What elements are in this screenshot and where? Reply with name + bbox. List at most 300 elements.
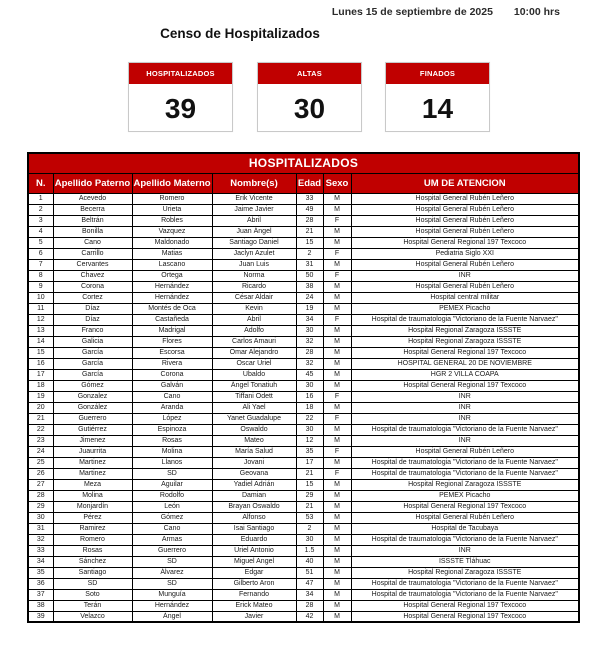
cell-sexo: M <box>323 303 351 314</box>
cell-um-de-atencion: INR <box>351 402 579 413</box>
cell-apellido-paterno: Galicia <box>53 336 132 347</box>
cell-apellido-paterno: García <box>53 369 132 380</box>
cell-um-de-atencion: PEMEX Picacho <box>351 303 579 314</box>
col-header-n: N. <box>28 173 53 193</box>
cell-um-de-atencion: Hospital Regional Zaragoza ISSSTE <box>351 567 579 578</box>
date-text: Lunes 15 de septiembre de 2025 <box>331 6 493 18</box>
cell-edad: 29 <box>296 490 323 501</box>
cell-um-de-atencion: INR <box>351 270 579 281</box>
cell-apellido-materno: Álvarez <box>132 567 212 578</box>
cell-edad: 34 <box>296 589 323 600</box>
cell-apellido-paterno: Jimenez <box>53 435 132 446</box>
cell-sexo: M <box>323 358 351 369</box>
cell-um-de-atencion: PEMEX Picacho <box>351 490 579 501</box>
cell-nombres: Javier <box>212 611 296 622</box>
cell-sexo: M <box>323 545 351 556</box>
table-row <box>28 589 579 600</box>
cell-apellido-paterno: Corona <box>53 281 132 292</box>
table-row <box>28 369 579 380</box>
cell-um-de-atencion: Hospital General Rubén Leñero <box>351 512 579 523</box>
table-row <box>28 303 579 314</box>
cell-edad: 32 <box>296 336 323 347</box>
cell-n: 31 <box>28 523 53 534</box>
cell-um-de-atencion: Hospital Regional Zaragoza ISSSTE <box>351 336 579 347</box>
cell-edad: 38 <box>296 281 323 292</box>
cell-nombres: Gilberto Aron <box>212 578 296 589</box>
cell-apellido-materno: Flores <box>132 336 212 347</box>
cell-nombres: Abril <box>212 314 296 325</box>
table-banner-row <box>28 153 579 173</box>
cell-um-de-atencion: Hospital Regional Zaragoza ISSSTE <box>351 479 579 490</box>
cell-edad: 24 <box>296 292 323 303</box>
cell-um-de-atencion: HGR 2 VILLA COAPA <box>351 369 579 380</box>
cell-nombres: Jaclyn Azulet <box>212 248 296 259</box>
cell-apellido-paterno: Santiago <box>53 567 132 578</box>
cell-edad: 18 <box>296 402 323 413</box>
cell-n: 10 <box>28 292 53 303</box>
table-row <box>28 578 579 589</box>
cell-apellido-paterno: Acevedo <box>53 193 132 204</box>
cell-nombres: Ricardo <box>212 281 296 292</box>
cell-apellido-paterno: Gonzalez <box>53 391 132 402</box>
cell-sexo: M <box>323 567 351 578</box>
table-row <box>28 281 579 292</box>
cell-edad: 22 <box>296 413 323 424</box>
cell-edad: 15 <box>296 237 323 248</box>
cell-nombres: Miguel Angel <box>212 556 296 567</box>
cell-n: 38 <box>28 600 53 611</box>
col-header-nombres: Nombre(s) <box>212 173 296 193</box>
cell-nombres: Juan Ángel <box>212 226 296 237</box>
cell-um-de-atencion: HOSPITAL GENERAL 20 DE NOVIEMBRE <box>351 358 579 369</box>
cell-sexo: M <box>323 479 351 490</box>
cell-n: 39 <box>28 611 53 622</box>
cell-edad: 31 <box>296 259 323 270</box>
cell-sexo: M <box>323 292 351 303</box>
cell-um-de-atencion: Hospital de traumatologia "Victoriano de la Fuente Narvaez" <box>351 424 579 435</box>
cell-edad: 30 <box>296 325 323 336</box>
cell-apellido-materno: SD <box>132 468 212 479</box>
cell-apellido-materno: Guerrero <box>132 545 212 556</box>
cell-edad: 16 <box>296 391 323 402</box>
table-row <box>28 611 579 622</box>
table-row <box>28 490 579 501</box>
cell-edad: 2 <box>296 248 323 259</box>
cell-apellido-paterno: Carrillo <box>53 248 132 259</box>
cell-apellido-materno: Hernández <box>132 600 212 611</box>
cell-apellido-paterno: Molina <box>53 490 132 501</box>
cell-apellido-materno: Munguía <box>132 589 212 600</box>
cell-apellido-paterno: Romero <box>53 534 132 545</box>
cell-sexo: M <box>323 490 351 501</box>
cell-apellido-paterno: Franco <box>53 325 132 336</box>
cell-sexo: F <box>323 314 351 325</box>
cell-nombres: Yanet Guadalupe <box>212 413 296 424</box>
stat-value-hospitalizados: 39 <box>164 92 197 124</box>
stat-value-altas: 30 <box>293 92 326 124</box>
cell-apellido-paterno: Bonilla <box>53 226 132 237</box>
cell-edad: 30 <box>296 534 323 545</box>
table-row <box>28 292 579 303</box>
table-row <box>28 347 579 358</box>
cell-um-de-atencion: Hospital central militar <box>351 292 579 303</box>
cell-n: 37 <box>28 589 53 600</box>
cell-sexo: F <box>323 215 351 226</box>
cell-apellido-paterno: Rosas <box>53 545 132 556</box>
cell-n: 24 <box>28 446 53 457</box>
cell-apellido-paterno: Cano <box>53 237 132 248</box>
cell-apellido-paterno: Martinez <box>53 457 132 468</box>
cell-apellido-materno: Rosas <box>132 435 212 446</box>
cell-edad: 2 <box>296 523 323 534</box>
cell-nombres: Isai Santiago <box>212 523 296 534</box>
page-title: Censo de Hospitalizados <box>160 26 320 41</box>
cell-sexo: M <box>323 578 351 589</box>
cell-nombres: Adolfo <box>212 325 296 336</box>
cell-n: 3 <box>28 215 53 226</box>
cell-sexo: M <box>323 501 351 512</box>
cell-edad: 21 <box>296 501 323 512</box>
cell-apellido-paterno: Guerrero <box>53 413 132 424</box>
cell-n: 25 <box>28 457 53 468</box>
cell-um-de-atencion: Hospital de traumatologia "Victoriano de la Fuente Narvaez" <box>351 578 579 589</box>
cell-edad: 21 <box>296 468 323 479</box>
cell-edad: 50 <box>296 270 323 281</box>
cell-um-de-atencion: Hospital General Regional 197 Texcoco <box>351 380 579 391</box>
table-row <box>28 215 579 226</box>
time-text: 10:00 hrs <box>513 6 560 18</box>
cell-um-de-atencion: Hospital de traumatologia "Victoriano de la Fuente Narvaez" <box>351 457 579 468</box>
census-table <box>27 152 580 623</box>
cell-nombres: Edgar <box>212 567 296 578</box>
cell-apellido-materno: Llanos <box>132 457 212 468</box>
cell-n: 11 <box>28 303 53 314</box>
cell-apellido-materno: Montés de Oca <box>132 303 212 314</box>
cell-um-de-atencion: INR <box>351 413 579 424</box>
cell-edad: 42 <box>296 611 323 622</box>
cell-n: 29 <box>28 501 53 512</box>
table-row <box>28 468 579 479</box>
cell-nombres: Geovana <box>212 468 296 479</box>
cell-apellido-materno: Robles <box>132 215 212 226</box>
cell-sexo: M <box>323 325 351 336</box>
stat-card-finados <box>385 62 490 132</box>
cell-apellido-materno: Armas <box>132 534 212 545</box>
table-row <box>28 314 579 325</box>
cell-um-de-atencion: Hospital General Regional 197 Texcoco <box>351 347 579 358</box>
cell-nombres: Damian <box>212 490 296 501</box>
cell-um-de-atencion: INR <box>351 435 579 446</box>
cell-apellido-materno: León <box>132 501 212 512</box>
stat-card-hospitalizados <box>128 62 233 132</box>
cell-apellido-materno: SD <box>132 556 212 567</box>
table-row <box>28 424 579 435</box>
cell-nombres: Mateo <box>212 435 296 446</box>
col-header-apellido-paterno: Apellido Paterno <box>53 173 132 193</box>
cell-apellido-materno: SD <box>132 578 212 589</box>
cell-um-de-atencion: INR <box>351 391 579 402</box>
cell-sexo: M <box>323 435 351 446</box>
cell-sexo: M <box>323 600 351 611</box>
cell-nombres: Ubaldo <box>212 369 296 380</box>
cell-apellido-materno: Hernández <box>132 292 212 303</box>
cell-nombres: Omar Alejandro <box>212 347 296 358</box>
cell-apellido-paterno: Soto <box>53 589 132 600</box>
table-row <box>28 435 579 446</box>
cell-n: 19 <box>28 391 53 402</box>
cell-n: 18 <box>28 380 53 391</box>
cell-um-de-atencion: Hospital General Regional 197 Texcoco <box>351 600 579 611</box>
cell-um-de-atencion: Hospital General Regional 197 Texcoco <box>351 611 579 622</box>
cell-apellido-materno: Lascano <box>132 259 212 270</box>
cell-um-de-atencion: ISSSTE Tláhuac <box>351 556 579 567</box>
cell-apellido-materno: Cano <box>132 523 212 534</box>
cell-apellido-paterno: SD <box>53 578 132 589</box>
cell-sexo: M <box>323 523 351 534</box>
cell-apellido-paterno: Juaurrita <box>53 446 132 457</box>
cell-edad: 47 <box>296 578 323 589</box>
cell-nombres: Santiago Daniel <box>212 237 296 248</box>
cell-apellido-materno: Cano <box>132 391 212 402</box>
cell-apellido-paterno: Martinez <box>53 468 132 479</box>
table-row <box>28 325 579 336</box>
cell-sexo: F <box>323 391 351 402</box>
cell-apellido-materno: Gómez <box>132 512 212 523</box>
table-row <box>28 446 579 457</box>
table-row <box>28 259 579 270</box>
cell-n: 1 <box>28 193 53 204</box>
cell-apellido-materno: Aguilar <box>132 479 212 490</box>
cell-um-de-atencion: Hospital General Rubén Leñero <box>351 193 579 204</box>
cell-n: 15 <box>28 347 53 358</box>
cell-apellido-materno: López <box>132 413 212 424</box>
cell-edad: 32 <box>296 358 323 369</box>
cell-um-de-atencion: Hospital General Regional 197 Texcoco <box>351 237 579 248</box>
cell-apellido-materno: Molina <box>132 446 212 457</box>
cell-apellido-paterno: Cervantes <box>53 259 132 270</box>
cell-nombres: Erick Mateo <box>212 600 296 611</box>
cell-um-de-atencion: Hospital de traumatologia "Victoriano de la Fuente Narvaez" <box>351 314 579 325</box>
cell-um-de-atencion: Hospital General Rubén Leñero <box>351 446 579 457</box>
cell-sexo: F <box>323 446 351 457</box>
cell-edad: 35 <box>296 446 323 457</box>
cell-nombres: Brayan Oswaldo <box>212 501 296 512</box>
cell-n: 28 <box>28 490 53 501</box>
cell-sexo: M <box>323 534 351 545</box>
cell-um-de-atencion: Hospital General Rubén Leñero <box>351 204 579 215</box>
cell-apellido-materno: Vazquez <box>132 226 212 237</box>
cell-n: 12 <box>28 314 53 325</box>
cell-nombres: Tiffani Odett <box>212 391 296 402</box>
cell-n: 13 <box>28 325 53 336</box>
table-row <box>28 193 579 204</box>
cell-apellido-materno: Matias <box>132 248 212 259</box>
cell-n: 9 <box>28 281 53 292</box>
cell-sexo: M <box>323 226 351 237</box>
cell-sexo: M <box>323 259 351 270</box>
cell-sexo: M <box>323 556 351 567</box>
cell-um-de-atencion: Hospital de Tacubaya <box>351 523 579 534</box>
cell-n: 33 <box>28 545 53 556</box>
cell-sexo: M <box>323 193 351 204</box>
cell-apellido-paterno: Gutiérrez <box>53 424 132 435</box>
cell-sexo: M <box>323 424 351 435</box>
cell-edad: 51 <box>296 567 323 578</box>
cell-sexo: M <box>323 237 351 248</box>
table-row <box>28 545 579 556</box>
stat-card-altas <box>257 62 362 132</box>
cell-apellido-materno: Romero <box>132 193 212 204</box>
table-row <box>28 237 579 248</box>
table-banner: HOSPITALIZADOS <box>28 153 579 173</box>
cell-n: 17 <box>28 369 53 380</box>
cell-apellido-paterno: Díaz <box>53 303 132 314</box>
cell-um-de-atencion: Hospital General Regional 197 Texcoco <box>351 501 579 512</box>
cell-nombres: César Aldair <box>212 292 296 303</box>
cell-nombres: Jovani <box>212 457 296 468</box>
cell-apellido-materno: Ortega <box>132 270 212 281</box>
cell-um-de-atencion: Hospital General Rubén Leñero <box>351 226 579 237</box>
cell-edad: 28 <box>296 215 323 226</box>
cell-nombres: Norma <box>212 270 296 281</box>
cell-sexo: M <box>323 611 351 622</box>
cell-apellido-materno: Espinoza <box>132 424 212 435</box>
cell-sexo: M <box>323 347 351 358</box>
cell-sexo: F <box>323 468 351 479</box>
cell-nombres: Fernando <box>212 589 296 600</box>
cell-apellido-materno: Urieta <box>132 204 212 215</box>
cell-n: 4 <box>28 226 53 237</box>
cell-n: 20 <box>28 402 53 413</box>
cell-apellido-paterno: Chavez <box>53 270 132 281</box>
cell-apellido-paterno: Pérez <box>53 512 132 523</box>
table-header-row <box>28 173 579 193</box>
cell-sexo: F <box>323 248 351 259</box>
stat-label-finados: FINADOS <box>386 63 489 84</box>
cell-edad: 49 <box>296 204 323 215</box>
cell-apellido-paterno: Terán <box>53 600 132 611</box>
cell-edad: 15 <box>296 479 323 490</box>
cell-nombres: María Salud <box>212 446 296 457</box>
cell-nombres: Alfonso <box>212 512 296 523</box>
cell-n: 8 <box>28 270 53 281</box>
table-row <box>28 600 579 611</box>
cell-n: 27 <box>28 479 53 490</box>
cell-n: 22 <box>28 424 53 435</box>
cell-nombres: Abril <box>212 215 296 226</box>
table-row <box>28 501 579 512</box>
table-row <box>28 523 579 534</box>
cell-nombres: Yadiel Adrián <box>212 479 296 490</box>
cell-n: 36 <box>28 578 53 589</box>
cell-n: 21 <box>28 413 53 424</box>
cell-apellido-paterno: Díaz <box>53 314 132 325</box>
cell-apellido-materno: Corona <box>132 369 212 380</box>
cell-apellido-paterno: García <box>53 358 132 369</box>
cell-apellido-paterno: Sánchez <box>53 556 132 567</box>
stat-label-hospitalizados: HOSPITALIZADOS <box>129 63 232 84</box>
datetime-header <box>332 6 560 18</box>
cell-sexo: M <box>323 512 351 523</box>
cell-apellido-paterno: Gómez <box>53 380 132 391</box>
table-row <box>28 270 579 281</box>
stat-label-altas: ALTAS <box>258 63 361 84</box>
cell-sexo: M <box>323 369 351 380</box>
cell-n: 32 <box>28 534 53 545</box>
cell-n: 26 <box>28 468 53 479</box>
cell-edad: 21 <box>296 226 323 237</box>
cell-nombres: Ángel Tonatiuh <box>212 380 296 391</box>
col-header-sexo: Sexo <box>323 173 351 193</box>
cell-apellido-materno: Maldonado <box>132 237 212 248</box>
cell-um-de-atencion: Hospital Regional Zaragoza ISSSTE <box>351 325 579 336</box>
table-row <box>28 567 579 578</box>
cell-um-de-atencion: Hospital General Rubén Leñero <box>351 259 579 270</box>
cell-um-de-atencion: Pediatria Siglo XXI <box>351 248 579 259</box>
cell-n: 16 <box>28 358 53 369</box>
cell-n: 6 <box>28 248 53 259</box>
table-row <box>28 248 579 259</box>
cell-edad: 28 <box>296 600 323 611</box>
cell-apellido-paterno: Monjardín <box>53 501 132 512</box>
cell-nombres: Juan Luis <box>212 259 296 270</box>
stat-value-finados: 14 <box>421 92 454 124</box>
table-row <box>28 413 579 424</box>
table-row <box>28 358 579 369</box>
cell-edad: 12 <box>296 435 323 446</box>
cell-apellido-paterno: Beltrán <box>53 215 132 226</box>
cell-sexo: M <box>323 281 351 292</box>
cell-edad: 30 <box>296 424 323 435</box>
cell-n: 2 <box>28 204 53 215</box>
table-row <box>28 336 579 347</box>
cell-apellido-paterno: García <box>53 347 132 358</box>
cell-nombres: Ali Yael <box>212 402 296 413</box>
cell-sexo: F <box>323 270 351 281</box>
table-row <box>28 226 579 237</box>
table-row <box>28 457 579 468</box>
cell-n: 23 <box>28 435 53 446</box>
cell-edad: 1.5 <box>296 545 323 556</box>
table-row <box>28 391 579 402</box>
cell-n: 14 <box>28 336 53 347</box>
cell-sexo: M <box>323 589 351 600</box>
cell-edad: 45 <box>296 369 323 380</box>
cell-sexo: M <box>323 336 351 347</box>
table-row <box>28 380 579 391</box>
table-row <box>28 479 579 490</box>
cell-apellido-materno: Rodolfo <box>132 490 212 501</box>
cell-edad: 40 <box>296 556 323 567</box>
cell-edad: 17 <box>296 457 323 468</box>
cell-apellido-paterno: Velazco <box>53 611 132 622</box>
cell-edad: 28 <box>296 347 323 358</box>
cell-sexo: M <box>323 402 351 413</box>
col-header-edad: Edad <box>296 173 323 193</box>
cell-n: 5 <box>28 237 53 248</box>
cell-edad: 34 <box>296 314 323 325</box>
cell-nombres: Kevin <box>212 303 296 314</box>
cell-edad: 19 <box>296 303 323 314</box>
cell-apellido-paterno: Meza <box>53 479 132 490</box>
table-row <box>28 402 579 413</box>
cell-apellido-materno: Castañeda <box>132 314 212 325</box>
cell-apellido-paterno: Ramirez <box>53 523 132 534</box>
cell-um-de-atencion: Hospital de traumatologia "Victoriano de la Fuente Narvaez" <box>351 589 579 600</box>
cell-sexo: M <box>323 204 351 215</box>
table-row <box>28 204 579 215</box>
cell-apellido-paterno: Cortez <box>53 292 132 303</box>
